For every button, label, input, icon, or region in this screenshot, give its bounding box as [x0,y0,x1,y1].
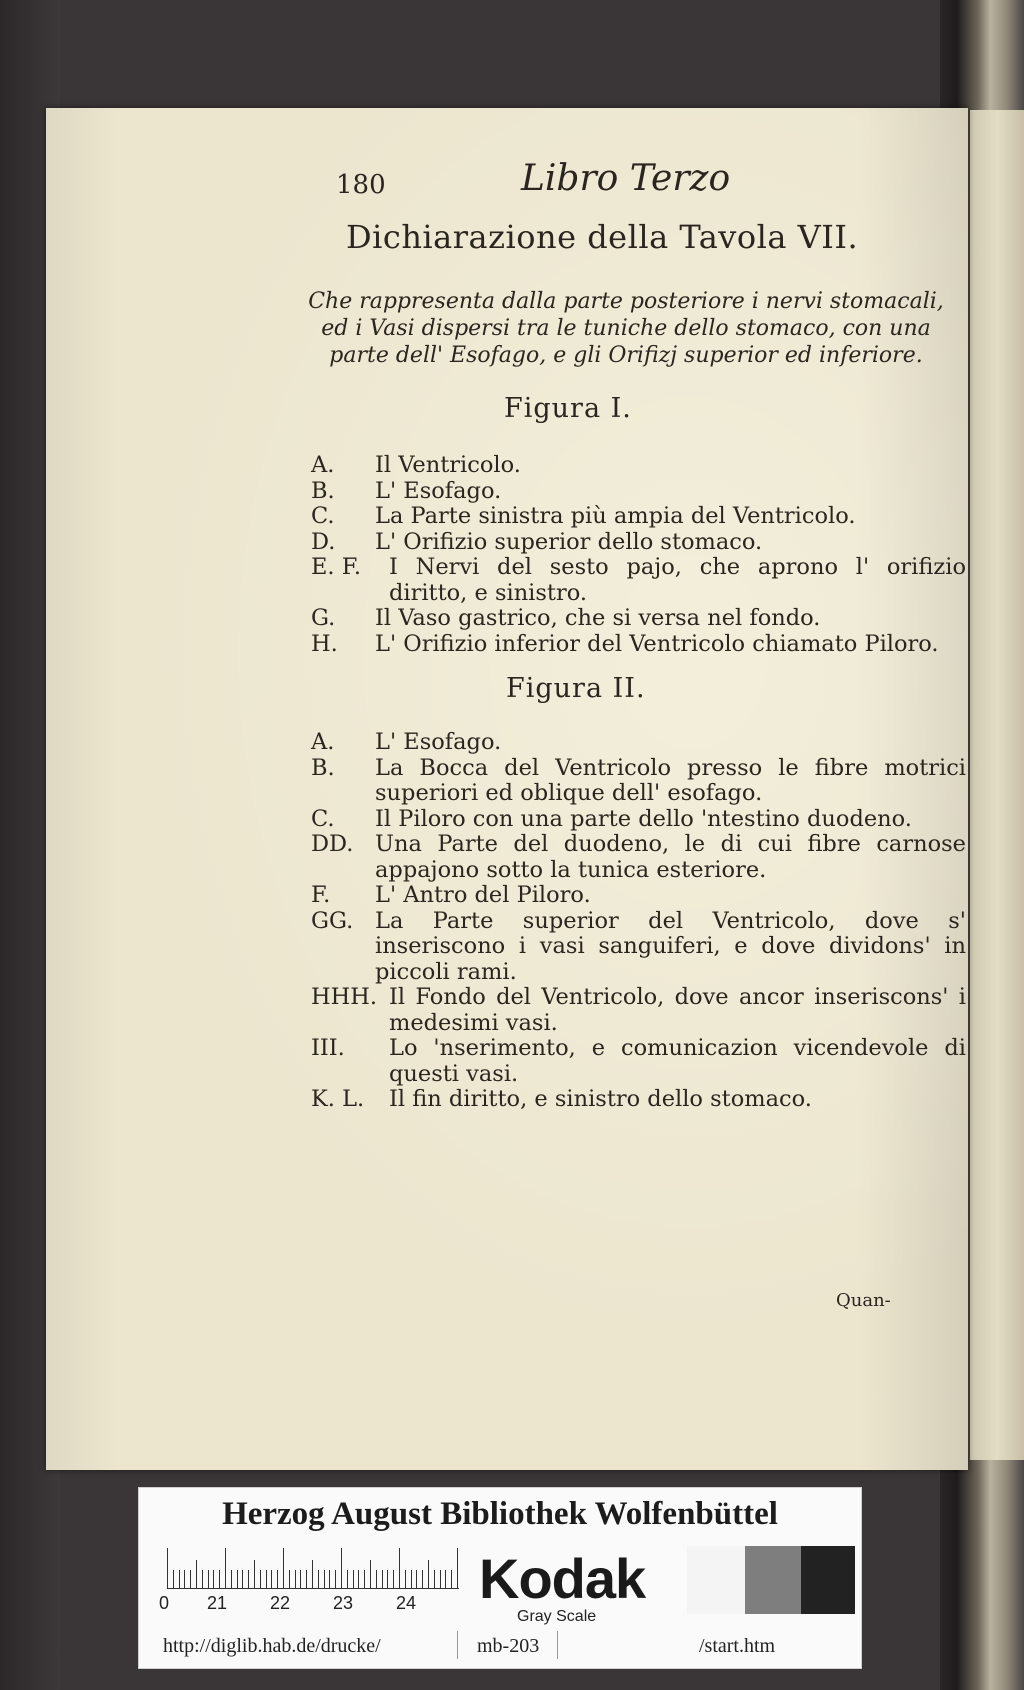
legend-item [311,530,966,556]
ruler-tick [457,1548,458,1588]
ruler-tick [179,1570,180,1588]
legend-text: Lo 'nserimento, e comunicazion vicendevole di questi vasi. [389,1035,966,1087]
ruler-tick [173,1570,174,1588]
ruler-tick [353,1570,354,1588]
legend-text: La Parte superior del Ventricolo, dove s' inseriscono i vasi sanguiferi, e dove dividons' in piccoli rami. [375,907,966,985]
ruler-tick [318,1570,319,1588]
legend-key: B. [311,754,335,781]
ruler-tick [399,1548,400,1588]
library-name: Herzog August Bibliothek Wolfenbüttel [222,1496,778,1532]
legend-key: III. [311,1035,345,1061]
legend-item [311,756,966,807]
gray-swatch-light [687,1546,745,1614]
ruler-tick [451,1570,452,1588]
ruler-tick [277,1570,278,1588]
ruler-tick [237,1570,238,1588]
book-page [46,108,968,1470]
url-left: http://diglib.hab.de/drucke/ [163,1635,381,1657]
ruler-label: 23 [333,1593,354,1613]
url-right: /start.htm [699,1635,776,1657]
legend-text: Il Ventricolo. [375,452,521,478]
ruler-tick [219,1570,220,1588]
ruler-tick [225,1548,226,1588]
separator [457,1631,458,1659]
legend-key: A. [311,452,335,478]
legend-text: Una Parte del duodeno, le di cui fibre carnose appajono sotto la tunica esteriore. [375,831,966,883]
ruler-tick [440,1570,441,1588]
gray-scale-label: Gray Scale [517,1608,597,1625]
ruler-tick [231,1570,232,1588]
legend-text: I Nervi del sesto pajo, che aprono l' orifizio diritto, e sinistro. [389,554,966,606]
ruler-tick [341,1548,342,1588]
ruler-tick [329,1570,330,1588]
ruler-tick [271,1570,272,1588]
legend-text: L' Antro del Piloro. [375,882,591,908]
legend-item [311,504,966,530]
legend-text: L' Orifizio inferior del Ventricolo chiamato Piloro. [375,630,939,657]
legend-text: L' Orifizio superior dello stomaco. [375,528,763,555]
legend-item [311,453,966,479]
legend-item [311,1087,966,1113]
legend-item [311,555,966,606]
figure-2-legend [311,730,966,1113]
scale-ruler [167,1548,459,1589]
legend-key: D. [311,528,336,555]
url-mid: mb-203 [477,1635,540,1657]
ruler-label: 24 [396,1593,417,1613]
ruler-tick [306,1570,307,1588]
ruler-tick [312,1560,313,1588]
legend-text: La Parte sinistra più ampia del Ventricolo. [375,503,856,529]
legend-item [311,832,966,883]
ruler-label: 0 [159,1593,170,1613]
section-title: Dichiarazione della Tavola VII. [346,218,859,256]
ruler-tick [202,1570,203,1588]
ruler-tick [370,1560,371,1588]
legend-key: GG. [311,907,354,934]
ruler-tick [347,1570,348,1588]
ruler-tick [405,1570,406,1588]
ruler-tick [364,1570,365,1588]
legend-key: G. [311,605,336,631]
ruler-tick [382,1570,383,1588]
ruler-tick [260,1570,261,1588]
ruler-tick [254,1560,255,1588]
separator [557,1631,558,1659]
adjacent-page-edge [970,110,1024,1460]
running-head: Libro Terzo [521,158,731,199]
ruler-tick [242,1570,243,1588]
legend-item [311,730,966,756]
figure-1-heading: Figura I. [504,393,632,424]
legend-item [311,479,966,505]
figure-2-heading: Figura II. [506,673,646,704]
ruler-tick [295,1570,296,1588]
ruler-tick [213,1570,214,1588]
ruler-tick [196,1560,197,1588]
legend-text: Il Vaso gastrico, che si versa nel fondo. [375,605,821,631]
figure-1-legend [311,453,966,657]
ruler-label: 22 [270,1593,291,1613]
legend-item [311,606,966,632]
legend-text: Il Fondo del Ventricolo, dove ancor inseriscons' i medesimi vasi. [389,984,966,1036]
legend-key: E. F. [311,554,361,580]
ruler-tick [184,1570,185,1588]
ruler-tick [167,1548,168,1588]
ruler-tick [376,1570,377,1588]
legend-text: Il Piloro con una parte dello 'ntestino duodeno. [375,805,912,832]
page-number: 180 [336,170,386,200]
plate-caption: Che rappresenta dalla parte posteriore i nervi stomacali, ed i Vasi dispersi tra le tuniche dello stomaco, con una parte dell' Esofago, e gli Orifizj superior ed inferiore. [308,289,944,368]
legend-item [311,909,966,986]
legend-text: Il fin diritto, e sinistro dello stomaco. [389,1086,812,1112]
page-header [46,158,968,208]
ruler-tick [422,1570,423,1588]
digitization-color-bar [138,1487,862,1669]
ruler-tick [289,1570,290,1588]
legend-key: B. [311,477,335,504]
legend-key: A. [311,729,335,755]
ruler-label: 21 [207,1593,228,1613]
legend-key: K. L. [311,1086,365,1112]
ruler-tick [248,1570,249,1588]
legend-key: F. [311,882,331,908]
gray-swatch-dark [801,1546,855,1614]
legend-key: HHH. [311,984,378,1010]
ruler-labels [159,1593,459,1615]
ruler-tick [266,1570,267,1588]
ruler-tick [393,1570,394,1588]
legend-item [311,985,966,1036]
gray-swatch-mid [745,1546,801,1614]
legend-key: C. [311,503,335,529]
legend-item [311,883,966,909]
catchword: Quan- [836,1290,891,1311]
ruler-tick [387,1570,388,1588]
legend-key: H. [311,630,338,657]
legend-item [311,807,966,833]
ruler-tick [324,1570,325,1588]
ruler-tick [190,1570,191,1588]
ruler-tick [411,1570,412,1588]
ruler-tick [300,1570,301,1588]
ruler-tick [358,1570,359,1588]
ruler-tick [335,1570,336,1588]
ruler-tick [445,1570,446,1588]
ruler-tick [428,1560,429,1588]
ruler-tick [434,1570,435,1588]
ruler-tick [416,1570,417,1588]
legend-item [311,632,966,658]
legend-key: C. [311,805,335,832]
ruler-tick [283,1548,284,1588]
legend-item [311,1036,966,1087]
ruler-tick [208,1570,209,1588]
legend-text: L' Esofago. [375,477,502,504]
legend-text: L' Esofago. [375,729,502,755]
legend-text: La Bocca del Ventricolo presso le fibre motrici superiori ed oblique dell' esofago. [375,754,966,806]
kodak-logo: Kodak [479,1547,646,1610]
legend-key: DD. [311,831,354,857]
